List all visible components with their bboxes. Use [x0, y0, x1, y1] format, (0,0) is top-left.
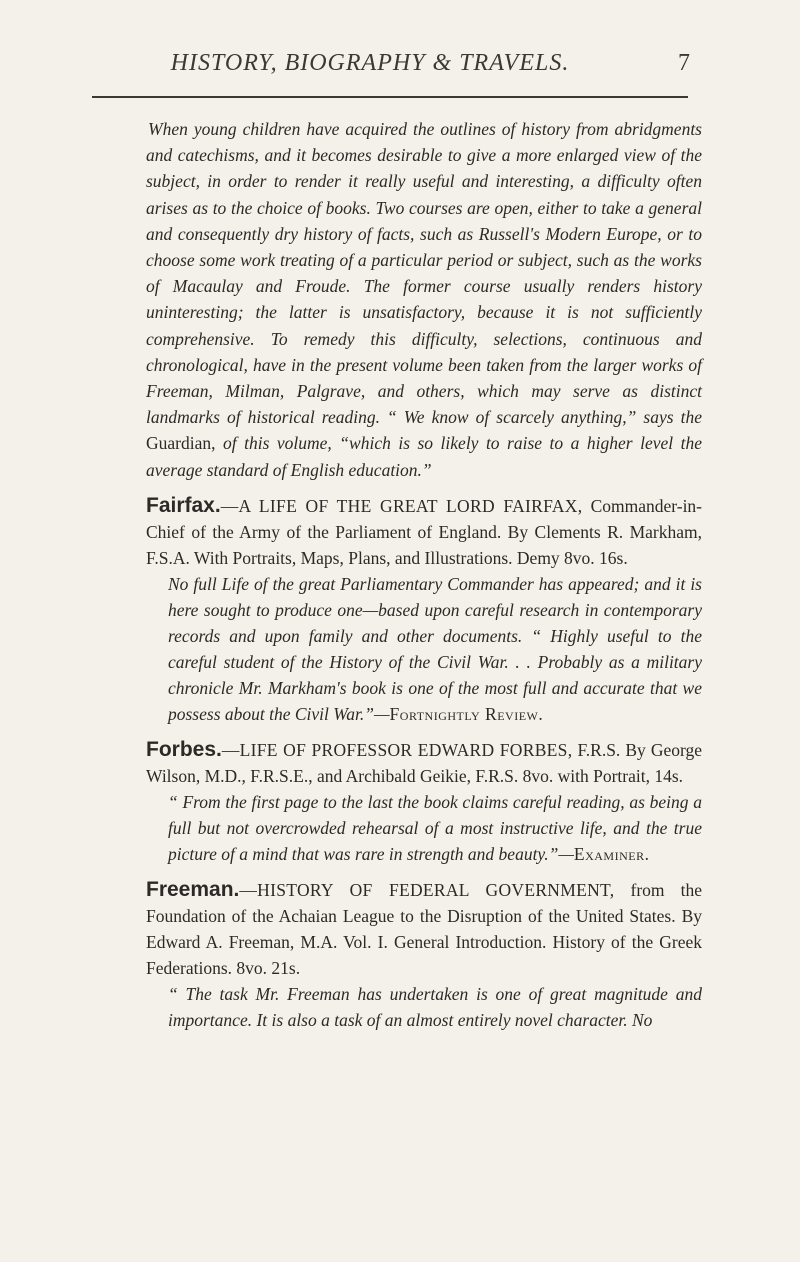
review-source: Fortnightly Review.: [389, 703, 544, 724]
entry-review: [146, 789, 702, 867]
entry-title: —LIFE OF PROFESSOR EDWARD FORBES,: [221, 739, 573, 760]
review-text: No full Life of the great Parliamentary Commander has appeared; and it is here sought to produce one—based upon careful research in contemporary records and upon family and other documents. “ Highly useful to the careful student of the History of the Civil War. . . Probably as a military chronicle Mr. Markham's book is one of the most full and accurate that we possess about the Civil War.”—: [168, 573, 702, 724]
entry-author: Freeman.: [146, 877, 240, 901]
entry-details: F.R.S. By George Wilson, M.D., F.R.S.E., and Archibald Geikie, F.R.S. 8vo. with Portrait, 14s.: [146, 739, 703, 786]
running-head: [90, 50, 690, 90]
entry-details: from the Foundation of the Achaian League to the Disruption of the United States. By Edward A. Freeman, M.A. Vol. I. General Introduction. History of the Greek Federations. 8vo. 21s.: [146, 879, 702, 978]
catalogue-entry-forbes: [146, 737, 702, 867]
intro-text: When young children have acquired the outlines of history from abridgments and catechisms, and it becomes desirable to give a more enlarged view of the subject, in order to render it really useful and interesting, a difficulty often arises as to the choice of books. Two courses are open, either to take a general and consequently dry history of facts, such as Russell's Modern Europe, or to choose some work treating of a particular period or subject, such as the works of Macaulay and Froude. The former course usually renders history uninteresting; the latter is unsatisfactory, because it is not sufficiently comprehensive. To remedy this difficulty, selections, continuous and chronological, have in the present volume been taken from the larger works of Freeman, Milman, Palgrave, and others, which may serve as distinct landmarks of historical reading. “ We know of scarcely anything,” says the: [146, 119, 702, 428]
entry-author: Fairfax.: [146, 493, 221, 517]
entry-review: [146, 981, 702, 1033]
catalogue-entry-freeman: [146, 877, 702, 1033]
review-source: Examiner.: [573, 843, 650, 864]
intro-source: Guardian,: [146, 433, 216, 454]
entry-review: [146, 571, 702, 727]
entry-heading: [146, 877, 702, 981]
header-rule: [92, 96, 688, 98]
entry-title: —HISTORY OF FEDERAL GOVERNMENT,: [239, 879, 615, 900]
entry-heading: [146, 493, 702, 571]
running-title: HISTORY, BIOGRAPHY & TRAVELS.: [170, 50, 570, 76]
intro-text-end: of this volume, “which is so likely to raise to a higher level the average standard of English education.”: [146, 433, 703, 480]
page-content: [146, 116, 702, 1033]
review-text: “ From the first page to the last the book claims careful reading, as being a full but not overcrowded rehearsal of a most instructive life, and the true picture of a mind that was rare in strength and beauty.”—: [168, 791, 702, 864]
entry-heading: [146, 737, 702, 789]
catalogue-entry-fairfax: [146, 493, 702, 727]
entry-author: Forbes.: [146, 737, 222, 761]
entry-details: Commander-in-Chief of the Army of the Parliament of England. By Clements R. Markham, F.S.A. With Portraits, Maps, Plans, and Illustrations. Demy 8vo. 16s.: [146, 495, 703, 568]
page-number: 7: [678, 50, 690, 76]
intro-paragraph: [146, 116, 702, 483]
review-text: “ The task Mr. Freeman has undertaken is one of great magnitude and importance. It is also a task of an almost entirely novel character. No: [168, 983, 702, 1030]
entry-title: —A LIFE OF THE GREAT LORD FAIRFAX,: [220, 495, 583, 516]
